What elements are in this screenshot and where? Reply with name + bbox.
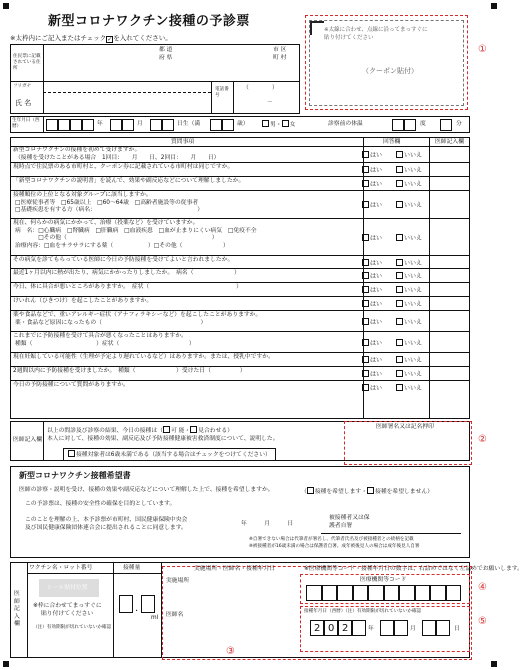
row-divider: [10, 162, 470, 163]
dose-decimal-field[interactable]: [141, 595, 155, 613]
yes-option[interactable]: はい: [362, 271, 382, 280]
yes-option[interactable]: はい: [362, 338, 382, 347]
marker-2: ②: [478, 434, 487, 445]
postpone-checkbox[interactable]: [190, 426, 197, 433]
year-digit[interactable]: 0: [324, 620, 338, 636]
question-text: 薬や食品などで、重いアレルギー症状（アナフィラキシーなど）を起こしたことがありますか。: [13, 312, 262, 318]
want-vaccination-checkbox[interactable]: [307, 487, 314, 494]
no-option[interactable]: いいえ: [396, 383, 422, 392]
yes-option[interactable]: はい: [362, 369, 382, 378]
question-text: 今日の予防接種について質問がありますか。: [13, 382, 129, 388]
no-option[interactable]: いいえ: [396, 165, 422, 174]
no-checkbox[interactable]: [396, 370, 403, 377]
question-text: 2週間以内に予防接種を受けましたか。 種類（ ）受けた日（ ）: [13, 368, 246, 374]
facility-code-digit[interactable]: [322, 585, 338, 601]
facility-code-digit[interactable]: [430, 585, 446, 601]
dob-day-field[interactable]: [162, 119, 174, 131]
row-divider: [10, 380, 470, 381]
facility-code-digit[interactable]: [384, 585, 400, 601]
under-six-checkbox[interactable]: [68, 450, 75, 457]
dob-day-field[interactable]: [150, 119, 162, 131]
row-divider: [10, 268, 470, 269]
dob-month-field[interactable]: [110, 119, 122, 131]
vaccination-record: ワクチン名・ロット番号 接種量 医師記入欄 シール貼付位置 ※枠に合わせてまっすぐに 貼り付けてください （注）有効期限が切れていないか確認 . ml: [10, 562, 470, 658]
name-field[interactable]: [42, 84, 208, 110]
question-text: その病気を診てもらっている医師に今日の予防接種を受けてよいと言われましたか。: [13, 257, 234, 263]
row-divider: [10, 296, 470, 297]
question-text: 現時点で住民票のある市町村と、クーポン券に記載されている市町村は同じですか。: [13, 164, 234, 170]
yes-checkbox[interactable]: [362, 318, 369, 325]
row-divider: [10, 352, 470, 353]
yes-checkbox[interactable]: [362, 286, 369, 293]
row-divider: [10, 282, 470, 283]
facility-code-digit[interactable]: [415, 585, 431, 601]
yes-checkbox[interactable]: [362, 180, 369, 187]
registration-mark: [491, 3, 497, 9]
no-checkbox[interactable]: [396, 356, 403, 363]
check-mark-icon: ✓: [107, 36, 113, 43]
facility-code-digit[interactable]: [399, 585, 415, 601]
yes-option[interactable]: はい: [362, 150, 382, 159]
year-digit[interactable]: 2: [310, 620, 324, 636]
marker-5: ⑤: [478, 616, 487, 627]
question-text: これまでに予防接種を受けて具合が悪くなったことはありますか。: [13, 333, 187, 339]
place-field[interactable]: [196, 576, 296, 596]
no-option[interactable]: いいえ: [396, 355, 422, 364]
year-digit[interactable]: 2: [338, 620, 352, 636]
question-text: 治療内容：□血をサラサラにする薬（ ）□その他（ ）: [15, 242, 229, 249]
yes-checkbox[interactable]: [362, 272, 369, 279]
yes-checkbox[interactable]: [362, 234, 369, 241]
facility-code-digit[interactable]: [446, 585, 462, 601]
month-digit[interactable]: [394, 620, 408, 636]
yes-option[interactable]: はい: [362, 233, 382, 242]
yes-checkbox[interactable]: [362, 356, 369, 363]
registration-mark: [3, 661, 9, 667]
marker-4: ④: [478, 582, 487, 593]
temperature-fraction-field[interactable]: [440, 119, 452, 131]
marker-3: ③: [226, 646, 235, 657]
no-option[interactable]: いいえ: [396, 179, 422, 188]
no-checkbox[interactable]: [396, 151, 403, 158]
doctor-name-field[interactable]: [196, 606, 296, 626]
facility-code-digit[interactable]: [353, 585, 369, 601]
row-divider: [10, 190, 470, 191]
no-checkbox[interactable]: [396, 318, 403, 325]
yes-checkbox[interactable]: [362, 151, 369, 158]
age-field[interactable]: [222, 119, 234, 131]
row-divider: [10, 310, 470, 311]
row-divider: [10, 366, 470, 367]
registration-mark: [3, 3, 9, 9]
question-text: 最近1ヶ月以内に熱が出たり、病気にかかったりしましたか。 病名（ ）: [13, 270, 240, 276]
yes-option[interactable]: はい: [362, 285, 382, 294]
no-option[interactable]: いいえ: [396, 258, 422, 267]
yes-checkbox[interactable]: [362, 339, 369, 346]
yes-checkbox[interactable]: [362, 259, 369, 266]
no-checkbox[interactable]: [396, 339, 403, 346]
month-digit[interactable]: [380, 620, 394, 636]
yes-checkbox[interactable]: [362, 201, 369, 208]
dose-integer-field[interactable]: [119, 595, 133, 613]
no-option[interactable]: いいえ: [396, 299, 422, 308]
no-option[interactable]: いいえ: [396, 200, 422, 209]
no-option[interactable]: いいえ: [396, 317, 422, 326]
facility-code-digit[interactable]: [368, 585, 384, 601]
signer-field[interactable]: [376, 508, 462, 530]
possible-checkbox[interactable]: [163, 426, 170, 433]
yes-option[interactable]: はい: [362, 179, 382, 188]
day-digit[interactable]: [422, 620, 436, 636]
yes-checkbox[interactable]: [362, 166, 369, 173]
question-text: 接種順位の上位となる対象グループに該当しますか。: [13, 192, 152, 198]
no-checkbox[interactable]: [396, 300, 403, 307]
coupon-corner-guide: [310, 21, 324, 35]
yes-option[interactable]: はい: [362, 165, 382, 174]
yes-option[interactable]: はい: [362, 355, 382, 364]
not-want-vaccination-checkbox[interactable]: [367, 487, 374, 494]
row-divider: [10, 218, 470, 219]
form-instruction: ※太枠内にご記入またはチェック✓を入れてください。: [10, 34, 172, 43]
question-text: 病 名：□心臓病 □腎臓病 □肝臓病 □血液疾患 □血が止まりにくい病気 □免疫不全: [15, 227, 257, 234]
question-text: 現在妊娠している可能性（生理が予定より遅れているなど）はありますか。または、授乳中ですか。: [13, 354, 274, 360]
question-text: □その他（ ）: [15, 235, 218, 241]
sticker-area[interactable]: シール貼付位置: [39, 579, 99, 597]
temperature-degree-field[interactable]: [392, 119, 404, 131]
doctor-signature-field[interactable]: [350, 432, 466, 460]
no-option[interactable]: いいえ: [396, 285, 422, 294]
row-divider: [10, 331, 470, 332]
female-checkbox[interactable]: [282, 120, 289, 127]
dob-month-field[interactable]: [122, 119, 134, 131]
yes-checkbox[interactable]: [362, 384, 369, 391]
row-divider: [10, 176, 470, 177]
no-checkbox[interactable]: [396, 201, 403, 208]
facility-code-digit[interactable]: [306, 585, 322, 601]
temperature-degree-field[interactable]: [404, 119, 416, 131]
row-divider: [10, 255, 470, 256]
no-checkbox[interactable]: [396, 384, 403, 391]
question-text: 新型コロナワクチンの接種を初めて受けますか。: [13, 147, 141, 153]
no-checkbox[interactable]: [396, 272, 403, 279]
no-option[interactable]: いいえ: [396, 369, 422, 378]
question-text: けいれん（ひきつけ）を起こしたことがありますか。: [13, 298, 153, 304]
yes-option[interactable]: はい: [362, 299, 382, 308]
question-text: □基礎疾患を有する方（病名： ）: [15, 207, 204, 213]
yes-option[interactable]: はい: [362, 258, 382, 267]
form-title: 新型コロナワクチン接種の予診票: [48, 14, 250, 29]
consent-section: 新型コロナワクチン接種希望書 医師の診察・説明を受け、接種の効果や副反応などについて理解した上で、接種を希望しますか。 （ 接種を希望します・ 接種を希望しません） この予診票は、接種の安全性の確保を目的としています。 このことを理解の上、本予診票が市町村、国民健康保険中央会 及び国民健康保険団体連合会に提出されることに同意します。 年 月 日 被接種者又は保護者自署 ※自署できない場合は代筆者が署名し、代筆者氏名及び被接種者との続柄を記載 ※被接種者が16歳未満の場合は保護者自署。成年被後見人の場合は成年後見人自署: [10, 466, 470, 558]
question-text: 「新型コロナワクチンの説明書」を読んで、効果や副反応などについて理解しましたか。: [13, 178, 245, 184]
doctor-section: 医師記入欄 以上の問診及び診察の結果、今日の接種は（ 可 能・ 見合わせる） 本人に対して、接種の効果、副反応及び予防接種健康被害救済制度について、説明した。 接種対象者は6歳未満である（該当する場合はチェックをつけてください）: [10, 421, 470, 461]
question-text: 種類（ ）症状（ ）: [15, 340, 195, 347]
question-text: （接種を受けたことがある場合 1回目： 月 日、2回目： 月 日）: [15, 154, 220, 161]
year-digit[interactable]: [352, 620, 366, 636]
question-text: 薬・食品など原因になったもの（ ）: [15, 319, 207, 326]
question-text: 今日、体に具合が悪いところがありますか。 症状（ ）: [13, 284, 242, 290]
no-checkbox[interactable]: [396, 286, 403, 293]
day-digit[interactable]: [436, 620, 450, 636]
facility-code-digit[interactable]: [337, 585, 353, 601]
no-checkbox[interactable]: [396, 180, 403, 187]
no-checkbox[interactable]: [396, 234, 403, 241]
personal-info-box: 住民票に記載されている住所 都 道 府 県 市 区 町 村 フリガナ 氏 名 電話番号 （ ） －: [10, 44, 300, 114]
yes-checkbox[interactable]: [362, 370, 369, 377]
age-field[interactable]: [210, 119, 222, 131]
question-text: 現在、何らかの病気にかかって、治療（投薬など）を受けていますか。: [13, 220, 199, 226]
no-option[interactable]: いいえ: [396, 233, 422, 242]
coupon-area[interactable]: ※太線に合わせ、点線に沿ってまっすぐに 貼り付けてください （クーポン貼付）: [309, 20, 464, 106]
questionnaire-table: 質問事項 回答欄 医師記入欄: [10, 137, 470, 419]
no-option[interactable]: いいえ: [396, 338, 422, 347]
male-checkbox[interactable]: [262, 120, 269, 127]
no-checkbox[interactable]: [396, 166, 403, 173]
no-checkbox[interactable]: [396, 259, 403, 266]
question-text: □医療従事者等 □65歳以上 □60～64歳 □高齢者施設等の従事者: [15, 199, 199, 206]
no-option[interactable]: いいえ: [396, 271, 422, 280]
yes-option[interactable]: はい: [362, 200, 382, 209]
marker-1: ①: [478, 44, 487, 55]
registration-mark: [491, 661, 497, 667]
phone-field[interactable]: [244, 84, 298, 110]
yes-option[interactable]: はい: [362, 317, 382, 326]
yes-option[interactable]: はい: [362, 383, 382, 392]
no-option[interactable]: いいえ: [396, 150, 422, 159]
yes-checkbox[interactable]: [362, 300, 369, 307]
